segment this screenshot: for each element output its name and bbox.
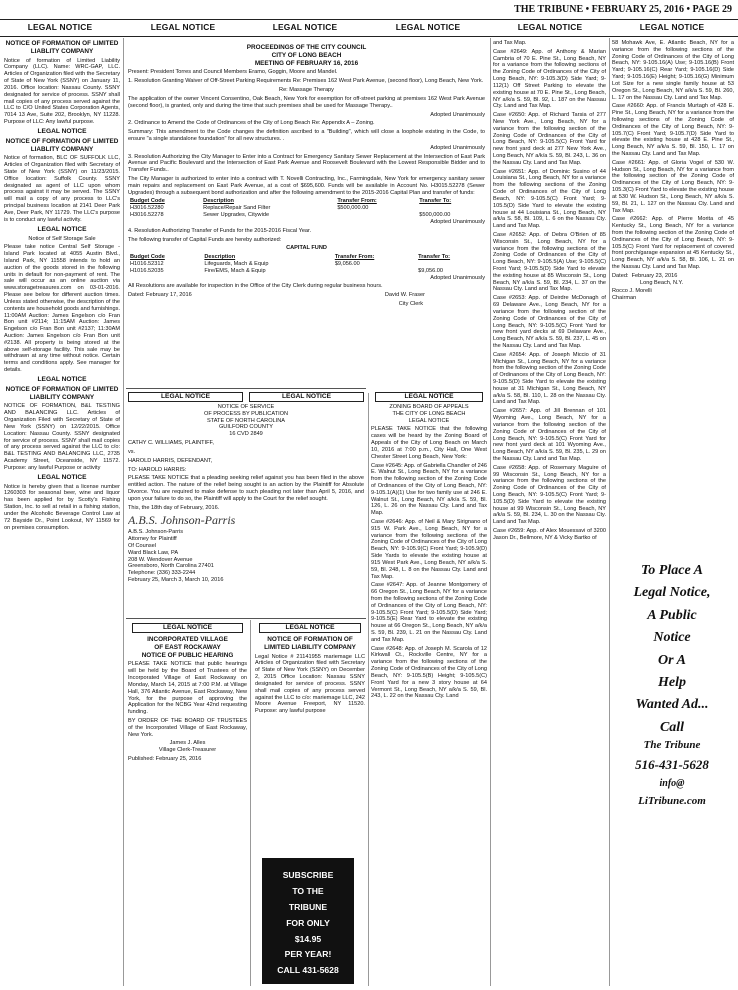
budget-cell: H1016.52035 (130, 267, 164, 274)
budget-cell: $500,000.00 (419, 212, 451, 219)
adopted-line: Adopted Unanimously (430, 144, 485, 151)
promo-line: Wanted Ad... (635, 697, 709, 713)
service-to: TO: HAROLD HARRIS: (128, 466, 187, 473)
budget-cell: H3016.52280 (130, 205, 164, 212)
chair-name: Rocco J. Morelli (612, 288, 652, 295)
signer-title: Village Clerk-Treasurer (158, 747, 217, 754)
notice-body: Please take notice Central Self Storage - Island Park located at 4055 Austin Blvd., Island Park, NY 11558 intends to hold an auction of the goods stored in the following units in default for non-payment of rent. The sale will occur as an online auction via www.storagetreasures.com on 03-01-2016. Please see below for different auction times. Unless stated otherwise, the description of the contents are household goods and furnishings. 11:00AM Auction: James Engelson c/o Fran Bon unit #2114; 11:15AM Auction: James Engelson c/o Fran Bon unit #2137; 11:30AM Auction: James Engelson c/o Fran Bon unit #2138. All property is being stored at the above self-storage facility. This sale may be withdrawn at any time without notice. Certain terms and conditions apply. See manager for details. (4, 244, 120, 373)
budget-cell (416, 261, 485, 268)
notice-of-service (128, 392, 364, 617)
budget-cell: Fire/EMS, Mach & Equip (204, 267, 266, 274)
adopted-line: Adopted Unanimously (430, 111, 485, 118)
mariemage-notice (255, 620, 365, 852)
firm-phone: Telephone: (336) 333-2244 (128, 570, 196, 577)
zoning-case: Case #2650: App. of Richard Tarsia of 277 New York Ave., Long Beach, NY for a variance from the following section of the Zoning Code of Ordinances of the City of Long Beach, NY: 9-105.5(C) Front Yard for new front yard deck at 277 New York Ave., Long Beach, NY a/k/a S. 59, Bl. 243, L. 36 on the Nassau Cty. Land and Tax Map. (493, 112, 606, 166)
promo-line: Or A (658, 652, 686, 668)
budget-header-row (128, 198, 485, 205)
service-body: PLEASE TAKE NOTICE that a pleading seeking relief against you has been filed in the above entitled action. The nature of the relief being sought is an action by the Plaintiff for Absolute Divorce. You are required to make defense to such pleading not later than April 5, 2016, and upon your failure to do so, the Plaintiff will apply to the Court for the relief sought. (128, 475, 364, 502)
zoning-case: 58 Mohawk Ave, E. Atlantic Beach, NY for a variance from the following sections of the Zoning Code of Ordinances of the City of Long Beach, NY: 9-105.16(A) Use; 9-105.16(B) Front Yard; 9-105.16(C) Rear Yard; 9-105.16(D) Side Yard; 9-105.16(E) Height; 9-105.16(G) Minimum Lot Size for a new single family house at 53 Oregon St., Long Beach, NY a/k/a S. 59, Bl. 260, L. 17 on the Nassau Cty. Land and Tax Map. (612, 40, 734, 101)
proceedings-item-body: The application of the owner Vincent Consentino, Oak Beach, New York for exemption for off-street parking at premises 162 West Park Avenue (second floor), is granted, only and during the time that such premises shall be used for Massage Therapy.. (128, 95, 485, 109)
column-head: LEGAL NOTICE (272, 22, 338, 32)
budget-cell: Replace/Repair Sand Filter (203, 205, 271, 212)
dated-text: Dated: February 17, 2016 (128, 292, 192, 299)
service-case-number: 16 CVD 2849 (229, 431, 263, 438)
subscribe-line: TRIBUNE (288, 901, 328, 912)
zoning-case: Case #2653: App. of Deirdre McDonagh of 69 Delaware Ave., Long Beach, NY for a variance from the following section of the Zoning Code of Ordinances of the City of Long Beach, NY: 9-105.5(C) Front Yard for new front yard decks at 69 Delaware Ave., Long Beach, NY a/k/a S. 59, Bl. 237, L. 45 on the Nassau Cty. Land and Tax Map. (493, 295, 606, 349)
promo-email-prefix: info@ (659, 778, 685, 790)
subscribe-price: $14.95 (294, 933, 322, 944)
legal-notice-label: LEGAL NOTICE (37, 375, 87, 383)
promo-phone[interactable]: 516-431-5628 (635, 756, 709, 772)
budget-col-header: Budget Code (130, 198, 165, 205)
proceedings-item: 4. Resolution Authorizing Transfer of Funds for the 2015-2016 Fiscal Year. (128, 227, 312, 234)
zoning-case: Case #2645: App. of Gabriella Chandler of 246 E. Walnut St., Long Beach, NY for a variance from the following section of the Zoning Code of Ordinances of the City of Long Beach, NY: 9-105.1(A)(1) Use for two family use at 246 E. Walnut St., Long Beach, NY a/k/a S. 59, Bl. 126, L. 26 on the Nassau Cty. Land and Tax Map. (371, 462, 487, 517)
adopted-line: Adopted Unanimously (430, 218, 485, 225)
budget-row (128, 205, 485, 212)
budget-cell: H3016.52278 (130, 212, 164, 219)
service-title: GUILFORD COUNTY (218, 424, 274, 431)
budget-col-header: Transfer To: (419, 198, 452, 205)
proceedings-item-re: Re: Massage Therapy (279, 87, 334, 94)
column-rule (609, 38, 610, 986)
proceedings-item: 2. Ordinance to Amend the Code of Ordinances of the City of Long Beach Re: Appendix A – Zoning. (128, 120, 375, 127)
east-rockaway-notice (128, 620, 247, 810)
notice-title: Notice of Self Storage Sale (28, 235, 96, 242)
proceedings-item: 1. Resolution Granting Waiver of Off-Street Parking Requirements Re: Premises 162 West Park Avenue, (second floor), Long Beach, New York. (128, 78, 484, 85)
zoning-case: Case #2660: App. of Francis Murtagh of 428 E. Pine St., Long Beach, NY for a variance from the following sections of the Zoning Code of Ordinances of the City of Long Beach, NY: 9-105.7(C) Front Yard; 9-105.7(D) Side Yard to elevate the existing house at 428 E. Pine St., Long Beach, NY a/k/a S. 59, Bl. 150, L. 17 on the Nassau Cty. Land and Tax Map. (612, 103, 734, 157)
promo-line: A Public (647, 607, 697, 623)
notice-title: OF EAST ROCKAWAY (154, 643, 221, 651)
column-rule (123, 38, 124, 986)
budget-row (128, 212, 485, 219)
zoning-dated (612, 273, 734, 280)
budget-cell (417, 205, 485, 212)
signer-title: City Clerk (398, 301, 423, 307)
header-rule (0, 19, 738, 20)
dated-label: Dated: (612, 272, 629, 279)
column-head: LEGAL NOTICE (27, 22, 93, 32)
subscribe-line: TO THE (292, 885, 324, 896)
zoning-title: THE CITY OF LONG BEACH (392, 410, 466, 417)
budget-table (128, 254, 485, 274)
zoning-case: Case #2654: App. of Joseph Miccio of 31 Michigan St., Long Beach, NY for a variance from the following section of the Zoning Code of Ordinances of the City of Long Beach, NY: 9-105.5(D) Side Yard to elevate the existing house at 31 Michigan St., Long Beach, NY a/k/a S. 58, Bl. 110, L. 28 on the Nassau Cty. Land and Tax Map. (493, 351, 606, 406)
zoning-case: Case #2658: App. of Rosemary Maguire of 99 Wisconsin St., Long Beach, NY for a variance from the following sections of the Zoning Code of Ordinances of the City of Long Beach, NY: 9-105.5(C) Front Yard; 9-105.5(D) Side Yard to elevate the existing house at 99 Wisconsin St., Long Beach, NY a/k/a S. 59, Bl. 234, L. 30 on the Nassau Cty. Land and Tax Map. (493, 464, 606, 526)
zoning-board-notice (371, 392, 487, 986)
subscribe-phone: CALL 431-5628 (277, 965, 339, 976)
notice-body: Notice of formation of Limited Liability Company (LLC). Name: WRC-GAP, LLC. Articles of Organization filed with the Secretary of State of New York (SSNY) on January 11, 2016. Office location: Nassau County. SSNY designated for service of process. SSNY shall mail copies of any process served against the LLC to C/O United States Corporation Agents, 7014 13 Ave, Suite 202, Brooklyn, NY 11228. Purpose of LLC: Any lawful purpose. (4, 57, 120, 125)
service-title: STATE OF NORTH CAROLINA (206, 417, 285, 424)
column-head: LEGAL NOTICE (517, 22, 583, 32)
legal-notice-label: LEGAL NOTICE (375, 392, 483, 402)
subscribe-line: PER YEAR! (284, 949, 332, 960)
firm-city: Greensboro, North Carolina 27401 (128, 563, 214, 570)
signer-name: David W. Fraser (384, 292, 425, 299)
published-date: Published: February 25, 2016 (128, 756, 202, 763)
zoning-case: Case #2648: App. of Joseph M. Scarola of 12 Kirkwall Ct., Rockville Centre, NY for a variance from the following sections of the Zoning Code of Ordinances of the City of Long Beach, NY: 9-105.5(B) Height; 9-105.5(C) Front Yard for a new 3 story house at 64 Vermont St., Long Beach, NY a/k/a S. 59, Bl. 243, L. 22 on the Nassau Cty. Land (371, 645, 487, 700)
notice-body: NOTICE OF FORMATION, B&L TESTING AND BALANCING LLC. Articles of Organization Filed with Secretary of State of New York (SSNY) on 12/22/2015. Office Location: Nassau County. SSNY designated for service of process. SSNY shall mail copies of any process served against the LLC to c/o: B&L TESTING AND BALANCING LLC, 2735 Academy Street, Oceanside, NY 11572. Purpose: any lawful Purpose or activity (4, 403, 120, 471)
notice-body: Notice is hereby given that a license number 1260303 for seasonal beer, wine and liquor has been applied for by Scotty's Fishing Station, Inc. to sell at retail in a fishing station, under the Alcoholic Beverage Control Law at 72 Bayside Dr., Point Lookout, NY 11569 for on premises consumption. (4, 483, 120, 531)
chair-title: Chairman (612, 295, 637, 302)
column-1 (4, 40, 120, 985)
promo-call: Call (659, 719, 685, 735)
column-6 (612, 40, 734, 555)
budget-table (128, 198, 485, 218)
column-head: LEGAL NOTICE (150, 22, 216, 32)
legal-notice-label: LEGAL NOTICE (37, 473, 87, 481)
zoning-case: Case #2661: App. of Gloria Vogel of 530 W. Hudson St., Long Beach, NY for a variance from the following section of the Zoning Code of Ordinances of the City of Long Beach, NY: 9-105.3(C) Front Yard to elevate the existing house at 530 W. Hudson St., Long Beach, NY a/k/a S. 59, Bl. 21, L. 127 on the Nassau Cty. Land and Tax Map. (612, 159, 734, 214)
notice-body: Legal Notice # 21141955 mariemage LLC Articles of Organization filed with Secretary of State of New York (SSNY) on December 2, 2015 Office Location: Nassau SSNY designated for service of process. SSNY shall mail copies of any process served against the LLC to c/o: mariemage LLC, 242 Moore Avenue Freeport, NY 11520. Purpose: any lawful purpose (255, 653, 365, 715)
budget-col-header: Transfer From: (334, 254, 375, 261)
notice-title: NOTICE OF PUBLIC HEARING (141, 651, 234, 659)
zoning-case: Case #2652: App. of Debra O'Brien of 85 Wisconsin St., Long Beach, NY for a variance from the following sections of the Zoning Code of Ordinances of the City of Long Beach, NY: 9-105.5(A) Use; 9-105.5(C) Front Yard; 9-105.5(D) Side Yard to elevate the existing house at 85 Wisconsin St., Long Beach, NY a/k/a S. 59, Bl. 234, L. 37 on the Nassau Cty. Land and Tax Map. (493, 231, 606, 293)
notice-body: PLEASE TAKE NOTICE that public hearings will be held by the Board of Trustees of the Incorporated Village of East Rockaway on Monday, March 14, 2015 at 7:00 P.M. at Village Hall, 376 Atlantic Avenue, East Rockaway, New York, for the purpose of approving the Application for the NCBG Year 42nd requesting funding. (128, 661, 247, 716)
legal-notice-label: LEGAL NOTICE (37, 127, 87, 135)
zoning-case: Case #2662: App. of Pierre Morita of 45 Kentucky St., Long Beach, NY for a variance from the following section of the Zoning Code of Ordinances of the City of Long Beach, NY: 9-105.5(C) Front Yard for replacement of covered front porch/garage expansion at 45 Kentucky St., Long Beach, NY a/k/a S. 58, Bl. 106, L. 21 on the Nassau Cty. Land and Tax Map. (612, 216, 734, 270)
budget-header-row (128, 254, 485, 261)
proceedings-title: PROCEEDINGS OF THE CITY COUNCIL (246, 44, 367, 51)
dated-value: February 23, 2016 (631, 272, 678, 279)
budget-col-header: Transfer From: (337, 198, 377, 205)
zoning-title: ZONING BOARD OF APPEALS (389, 404, 469, 411)
budget-cell: $500,000.00 (337, 205, 369, 212)
budget-col-header: Description (204, 254, 236, 261)
section-rule (126, 618, 366, 619)
zoning-case: Case #2646: App. of Neil & Mary Sirignano of 915 W. Park Ave., Long Beach, NY for a variance from the following sections of the Zoning Code of Ordinances of the City of Long Beach, NY: 9-105.9(C) Front Yard; 9-105.9(D) Side Yards to elevate the existing house at 915 West Park Ave., Long Beach, NY a/k/a S. 59, Bl. 248, L. 8 on the Nassau Cty. Land and Tax Map. (371, 519, 487, 580)
attorney-name: A.B.S. Johnson-Parris (128, 529, 184, 536)
proceedings-item: 3. Resolution Authorizing the City Manager to Enter into a Contract for Emergency Sanitary Sewer Replacement at the Intersection of East Park Avenue and Pacific Boulevard and the Intersection of East Park Avenue and Roosevelt Boulevard with the Lowest Responsible Bidder and to Transfer Funds.. (128, 153, 485, 174)
budget-col-header: Budget Code (130, 254, 165, 261)
proceedings-item-body: The following transfer of Capital Funds are hereby authorized: (128, 236, 282, 243)
legal-notice-label: LEGAL NOTICE (259, 623, 361, 633)
publication-dates: February 25, March 3, March 10, 2016 (128, 577, 224, 584)
budget-col-header: Description (203, 198, 234, 205)
notice-title: NOTICE OF FORMATION OF LIMITED LIABLITY COMPANY (5, 40, 119, 55)
notice-title: NOTICE OF FORMATION OF LIMITED LIABILITY COMPANY (5, 385, 119, 401)
promo-website[interactable]: LiTribune.com (638, 794, 706, 807)
proceedings-item-summary: Summary: This amendment to the Code changes the definition ascribed to a "Building", which will close a loophole existing in the Code, to ensure "a single standalone foundation" for all new structures. . (128, 129, 485, 142)
subscribe-line: FOR ONLY (286, 917, 330, 928)
place-ad-promo (612, 560, 732, 940)
service-plaintiff: CATHY C. WILLIAMS, PLAINTIFF, (128, 440, 214, 447)
column-rule (368, 393, 369, 986)
legal-notice-label: LEGAL NOTICE (37, 225, 87, 233)
city-council-proceedings (128, 44, 485, 384)
budget-cell: $9,056.00 (334, 260, 360, 267)
zoning-place: Long Beach, N.Y. (640, 279, 684, 286)
capital-fund-heading: CAPITAL FUND (286, 245, 327, 252)
column-head-rule (0, 36, 738, 37)
budget-cell: Sewer Upgrades, Citywide (203, 212, 270, 219)
column-rule (490, 38, 491, 986)
proceedings-item-body: The City Manager is authorized to enter into a contract with T. Novelli Contracting, Inc., Farmingdale, New York for emergency sanitary sewer main repairs and replacement on East Park Avenue, at a cost of $695,600. Funds will be available in Account No. H3015.52278 (Sewer Upgrades) through a subsequent bond authorization and after the following amendment to the 2015-2016 Capital Plan and transfer of funds: (128, 176, 485, 196)
zoning-case: Case #2651: App. of Dominic Susino of 44 Louisiana St., Long Beach, NY for a variance from the following sections of the Zoning Code of Ordinances of the City of Long Beach, NY: 9-105.5(C) Front Yard; 9-105.5(D) Side Yard to elevate the existing house at 44 Louisiana St., Long Beach, NY a/k/a S. 58, Bl. 109, L. 6 on the Nassau Cty. Land and Tax Map. (493, 168, 606, 230)
section-rule (126, 388, 366, 389)
proceedings-meeting-date: MEETING OF FEBRUARY 16, 2016 (254, 59, 359, 67)
legal-notice-label: LEGAL NOTICE (249, 392, 364, 402)
law-firm: Ward Black Law, PA (128, 549, 179, 556)
notice-title: NOTICE OF FORMATION OF LIMITED LIABILITY COMPANY (264, 636, 356, 651)
proceedings-closing: All Resolutions are available for inspection in the Office of the City Clerk during regular business hours. (128, 283, 383, 290)
column-heads (0, 22, 738, 36)
promo-paper: The Tribune (643, 739, 701, 752)
subscribe-ad (262, 858, 354, 984)
budget-cell: H1016.52312 (130, 260, 164, 267)
adopted-line: Adopted Unanimously (430, 274, 485, 281)
promo-line: Legal Notice, (633, 585, 711, 601)
zoning-case: Case #2649: App. of Anthony & Marian Cambria of 70 E. Pine St., Long Beach, NY for a variance from the following sections of the Zoning Code of Ordinances of the City of Long Beach, NY: 9-105.3(D) Side Yard; 9-112(1) Off Street Parking to elevate the existing house at 70 E. Pine St., Long Beach, NY a/k/a S. 59, Bl. 92, L. 187 on the Nassau Cty. Land and Tax Map. (493, 48, 606, 110)
proceedings-subtitle: CITY OF LONG BEACH (271, 51, 342, 59)
column-head: LEGAL NOTICE (395, 22, 461, 32)
attorney-role: Attorney for Plaintiff (128, 536, 177, 543)
zoning-case-continued: and Tax Map. (493, 40, 527, 46)
budget-row (128, 261, 485, 268)
budget-cell: Lifeguards, Mach & Equip (204, 260, 269, 267)
notice-body: Notice of formation, BLC OF SUFFOLK LLC, Articles of Organization filed with Secretary of State of New York (SSNY) on 11/23/2015. Office location: Suffolk County. SSNY designated as agent of LLC upon whom process against it may be served. The SSNY will mail a copy of any process to LLC's principal business location at 2141 Deer Park Ave, Deer Park, NY 11729. The LLC's purpose is to conduct any lawful activity. (4, 155, 120, 223)
zoning-title: LEGAL NOTICE (408, 417, 450, 424)
service-labels (128, 392, 364, 402)
firm-address: 208 W. Wendover Avenue (128, 556, 193, 563)
service-vs: vs. (128, 448, 136, 455)
service-defendant: HAROLD HARRIS, DEFENDANT, (128, 457, 213, 464)
zoning-case: Case #2657: App. of Jill Brennan of 101 Wyoming Ave., Long Beach, NY for a variance from the following section of the Zoning Code of Ordinances of the City of Long Beach, NY: 9-105.5(C) Front Yard for new front yard deck at 101 Wyoming Ave., Long Beach, NY a/k/a S. 59, Bl. 235, L. 29 on the Nassau Cty. Land and Tax Map. (493, 408, 606, 462)
budget-cell: $9,056.00 (418, 267, 444, 274)
attorney-signature: A.B.S. Johnson-Parris (128, 513, 236, 528)
promo-line: Help (658, 674, 686, 690)
service-title: NOTICE OF SERVICE (217, 404, 275, 411)
service-title: OF PROCESS BY PUBLICATION (203, 410, 289, 417)
service-date: This, the 18th day of February, 2016. (128, 504, 220, 511)
subscribe-line: SUBSCRIBE (282, 870, 334, 880)
proceedings-dated (128, 292, 485, 299)
legal-notice-label: LEGAL NOTICE (128, 392, 243, 402)
zoning-case: Case #2659: App. of Alex Mouessavi of 3200 Jason Dr., Bellmore, NY & Vicky Bartko of (493, 528, 606, 541)
promo-line: To Place A (641, 563, 703, 578)
budget-row (128, 268, 485, 275)
column-rule (250, 620, 251, 986)
legal-notice-label: LEGAL NOTICE (132, 623, 243, 633)
column-head: LEGAL NOTICE (639, 22, 705, 32)
budget-cell (333, 268, 416, 275)
budget-col-header: Transfer To: (418, 254, 451, 261)
signer-name: James J. Alles (169, 740, 206, 747)
promo-line: Notice (653, 630, 691, 646)
column-5 (493, 40, 606, 985)
zoning-case: Case #2647: App. of Jeanne Montgomery of 66 Oregon St., Long Beach, NY for a variance from the following sections of the Zoning Code of Ordinances of the City of Long Beach, NY: 9-105.5(C) Front Yard; 9-105.5(D) Side Yard; 9-105.5(E) Rear Yard to elevate the existing house at 66 Oregon St., Long Beach, NY a/k/a S. 59, Bl. 239, L. 21 on the Nassau Cty. Land and Tax Map. (371, 582, 487, 643)
notice-title: NOTICE OF FORMATION OF LIMITED LIABLITY COMPANY (5, 137, 119, 153)
running-header: THE TRIBUNE • FEBRUARY 25, 2016 • PAGE 29 (514, 4, 732, 15)
proceedings-present: Present: President Torres and Council Members Eramo, Goggin, Moore and Mandel. (128, 69, 338, 76)
attorney-counsel: Of Counsel (128, 543, 156, 550)
notice-title: INCORPORATED VILLAGE (147, 636, 228, 644)
budget-cell (335, 212, 417, 219)
notice-body: BY ORDER OF THE BOARD OF TRUSTEES of the Incorporated Village of East Rockaway, New York. (128, 717, 247, 738)
zoning-intro: PLEASE TAKE NOTICE that the following cases will be heard by the Zoning Board of Appeals of the City of Long Beach on March 10, 2016 at 7:00 p.m., City Hall, One West Chester Street Long Beach, New York: (371, 426, 487, 460)
